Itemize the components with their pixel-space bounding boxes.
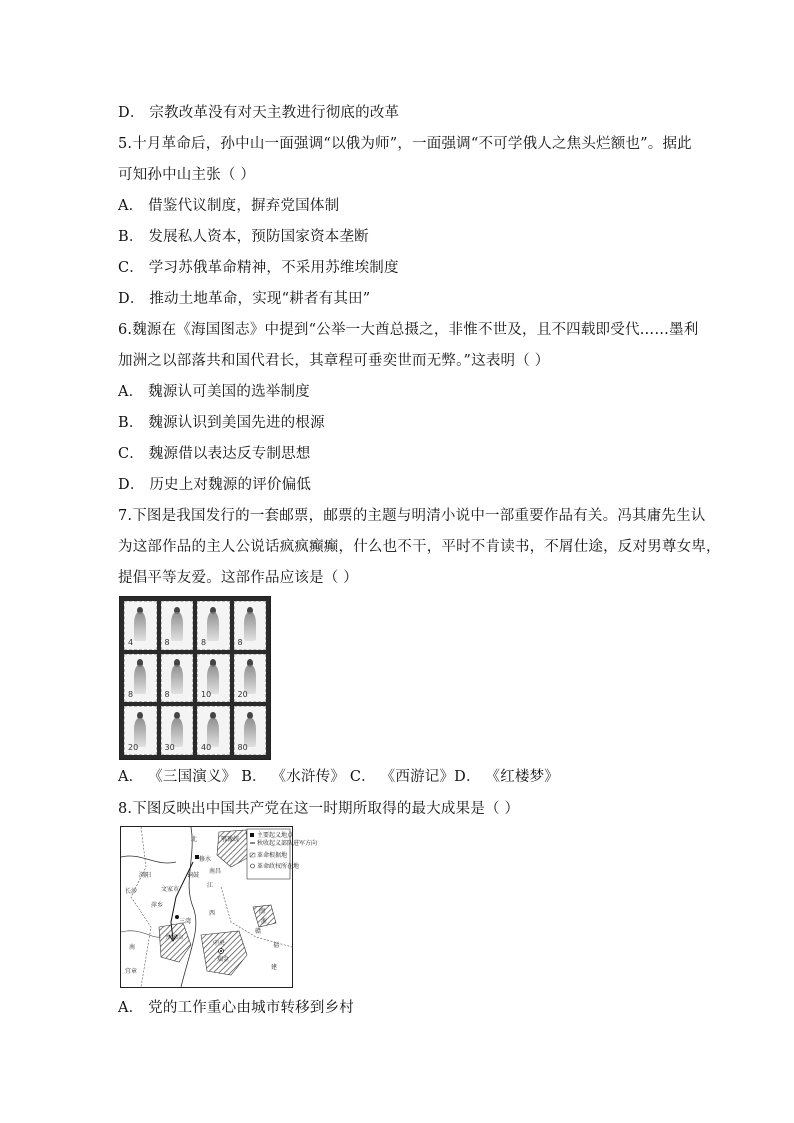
q7-stem-line1: 7.下图是我国发行的一套邮票，邮票的主题与明清小说中一部重要作品有关。冯其庸先生认	[118, 508, 706, 524]
map-label: 宜章	[125, 968, 138, 975]
map-label: 中央	[213, 940, 226, 947]
stamp-value: 8	[128, 690, 134, 700]
stamp-value: 40	[201, 743, 212, 752]
q6-option-d: D． 历史上对魏源的评价偏低	[118, 477, 312, 493]
stamp	[161, 706, 194, 755]
map-label: 北	[191, 836, 198, 843]
map-label: 长沙	[125, 888, 138, 895]
q7-stem-line3: 提倡平等友爱。这部作品应该是（ ）	[118, 570, 359, 586]
q4-option-d: D． 宗教改革没有对天主教进行彻底的改革	[118, 105, 400, 121]
stamp-value: 30	[164, 743, 175, 752]
q8-option-a: A． 党的工作重心由城市转移到乡村	[118, 1000, 354, 1016]
stamp	[161, 601, 194, 650]
map-label: 浙	[261, 918, 268, 925]
stamp	[197, 601, 230, 650]
map-label: 三湾	[179, 918, 192, 925]
stamp-value: 80	[237, 743, 248, 752]
stamp-value: 4	[128, 637, 134, 647]
q5-option-b: B． 发展私人资本，预防国家资本垄断	[118, 229, 369, 245]
stamp	[124, 654, 157, 703]
legend-base: 革命根据地	[257, 852, 288, 859]
stamp-value: 8	[164, 637, 170, 647]
legend-route: 秋收起义部队进军方向	[257, 840, 318, 847]
stamp-set-image	[119, 596, 271, 760]
q6-option-a: A． 魏源认可美国的选举制度	[118, 384, 310, 400]
stamp	[161, 654, 194, 703]
revolution-base-map	[120, 826, 318, 988]
map-svg	[121, 827, 318, 987]
q8-stem: 8.下图反映出中国共产党在这一时期所取得的最大成果是（ ）	[118, 801, 520, 817]
q6-option-b: B． 魏源认识到美国先进的根源	[118, 415, 325, 431]
q6-stem-line2: 加洲之以部落共和国代君长，其章程可垂奕世而无弊。”这表明（ ）	[118, 353, 550, 369]
map-label: 瑞金	[217, 956, 230, 963]
q7-stem-line2: 为这部作品的主人公说话疯疯癫癫，什么也不干，平时不肯读书，不屑仕途，反对男尊女卑，	[118, 539, 721, 555]
stamp-value: 20	[128, 743, 139, 752]
map-label: 鄂豫皖	[221, 836, 240, 843]
map-label: 南昌	[209, 868, 222, 875]
stamp	[234, 601, 267, 650]
map-label: 闽	[259, 908, 266, 915]
stamp	[197, 706, 230, 755]
legend-government: 革命政权所在地	[257, 863, 300, 870]
q5-option-a: A． 借鉴代议制度，摒弃党国体制	[118, 198, 340, 214]
q5-option-d: D． 推动土地革命，实现“耕者有其田”	[118, 291, 371, 307]
stamp-value: 8	[164, 690, 170, 700]
map-label: 浏阳	[139, 872, 152, 879]
map-label: 建	[271, 964, 278, 971]
stamp-value: 10	[201, 690, 212, 700]
map-label: 铜鼓	[187, 872, 200, 879]
map-label: 赣	[255, 928, 262, 935]
map-label: 文家市	[161, 886, 180, 893]
stamp	[234, 706, 267, 755]
stamp-value: 8	[201, 637, 207, 647]
q5-option-c: C． 学习苏俄革命精神，不采用苏维埃制度	[118, 260, 399, 276]
map-label: 福	[273, 942, 280, 949]
stamp	[124, 706, 157, 755]
map-label: 修水	[199, 856, 212, 863]
q5-stem-line1: 5.十月革命后，孙中山一面强调“以俄为师”，一面强调“不可学俄人之焦头烂额也”。据此	[118, 136, 692, 152]
q6-option-c: C． 魏源借以表达反专制思想	[118, 446, 311, 462]
stamp	[234, 654, 267, 703]
legend-uprising: 主要起义地点	[257, 832, 294, 839]
map-label: 西	[209, 910, 216, 917]
map-label: 井冈山	[165, 934, 184, 941]
map-label: 江	[207, 882, 214, 889]
stamp-value: 20	[237, 690, 248, 700]
q6-stem-line1: 6.魏源在《海国图志》中提到“公举一大酋总摄之，非惟不世及，且不四载即受代……墨利	[118, 322, 699, 338]
q7-options: A． 《三国演义》 B． 《水浒传》 C． 《西游记》D． 《红楼梦》	[118, 769, 559, 785]
stamp-value: 8	[237, 637, 243, 647]
map-label: 萍乡	[151, 902, 164, 909]
q5-stem-line2: 可知孙中山主张（ ）	[118, 167, 256, 183]
stamp	[197, 654, 230, 703]
map-label: 南	[129, 944, 136, 951]
stamp	[124, 601, 157, 650]
